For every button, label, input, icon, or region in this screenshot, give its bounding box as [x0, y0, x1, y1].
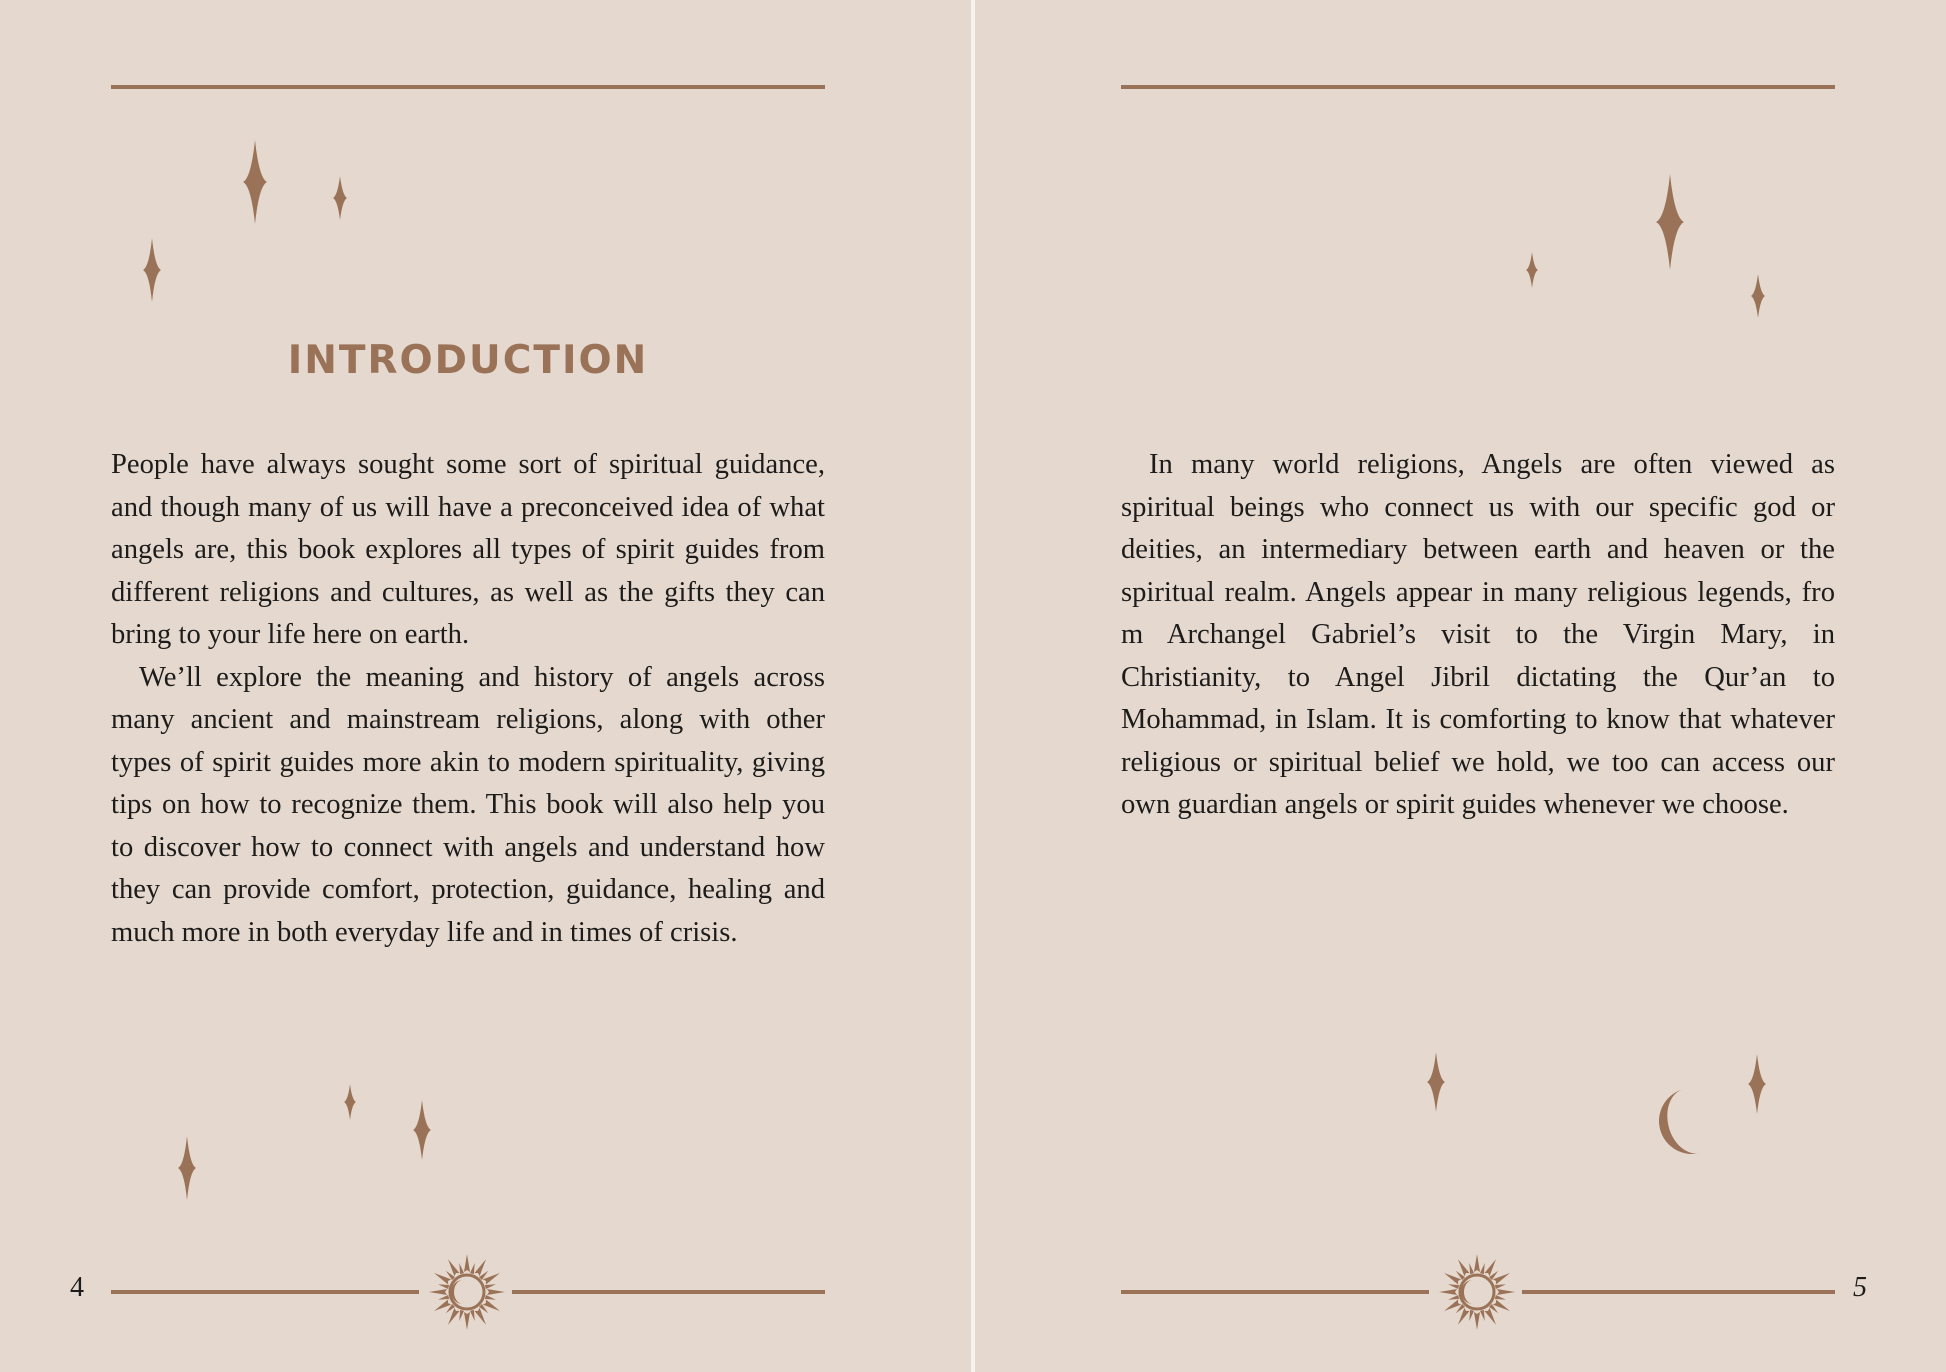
four-point-star-icon	[178, 1136, 196, 1200]
paragraph: We’ll explore the meaning and history of angels across many ancient and mainstream religions, along with other types of spirit guides more akin to modern spirituality, giving tips on how to recognize them. This book will also help you to discover how to connect with angels and understand how they can provide comfort, protection, guidance, healing and much more in both everyday life and in times of crisis.	[111, 661, 825, 948]
four-point-star-icon	[1751, 274, 1765, 318]
four-point-star-icon	[1656, 174, 1684, 270]
sun-icon	[427, 1252, 507, 1332]
four-point-star-icon	[1427, 1052, 1445, 1112]
four-point-star-icon	[1748, 1054, 1766, 1114]
footer-rule	[512, 1290, 825, 1294]
four-point-star-icon	[344, 1084, 356, 1120]
four-point-star-icon	[143, 238, 161, 302]
four-point-star-icon	[243, 140, 267, 224]
paragraph: People have always sought some sort of spiritual guidance, and though many of us will have a preconceived idea of what angels are, this book explores all types of spirit guides from different religions and cultures, as well as the gifts they can bring to your life here on earth.	[111, 449, 825, 650]
four-point-star-icon	[413, 1100, 431, 1160]
page-number: 4	[70, 1272, 84, 1303]
sun-icon	[1437, 1252, 1517, 1332]
left-page	[0, 0, 971, 1372]
crescent-moon-icon	[1652, 1089, 1701, 1161]
page-footer	[0, 1252, 971, 1332]
footer-rule	[1121, 1290, 1429, 1294]
four-point-star-icon	[333, 176, 347, 220]
page-footer	[975, 1252, 1946, 1332]
body-text	[1121, 444, 1835, 827]
chapter-heading: INTRODUCTION	[287, 338, 649, 383]
footer-rule	[1522, 1290, 1835, 1294]
body-text	[111, 444, 825, 954]
right-page	[975, 0, 1946, 1372]
footer-rule	[111, 1290, 419, 1294]
page-number: 5	[1853, 1272, 1867, 1303]
four-point-star-icon	[1526, 252, 1538, 288]
paragraph: In many world religions, Angels are often viewed as spiritual beings who connect us with our specific god or deities, an intermediary between earth and heaven or the spiritual realm. Angels appear in many religious legends, fro m Archangel Gabriel’s visit to the Virgin Mary, in Christianity, to Angel Jibril dictating the Qur’an to Mohammad, in Islam. It is comforting to know that whatever religious or spiritual belief we hold, we too can access our own guardian angels or spirit guides whenever we choose.	[1121, 449, 1835, 820]
